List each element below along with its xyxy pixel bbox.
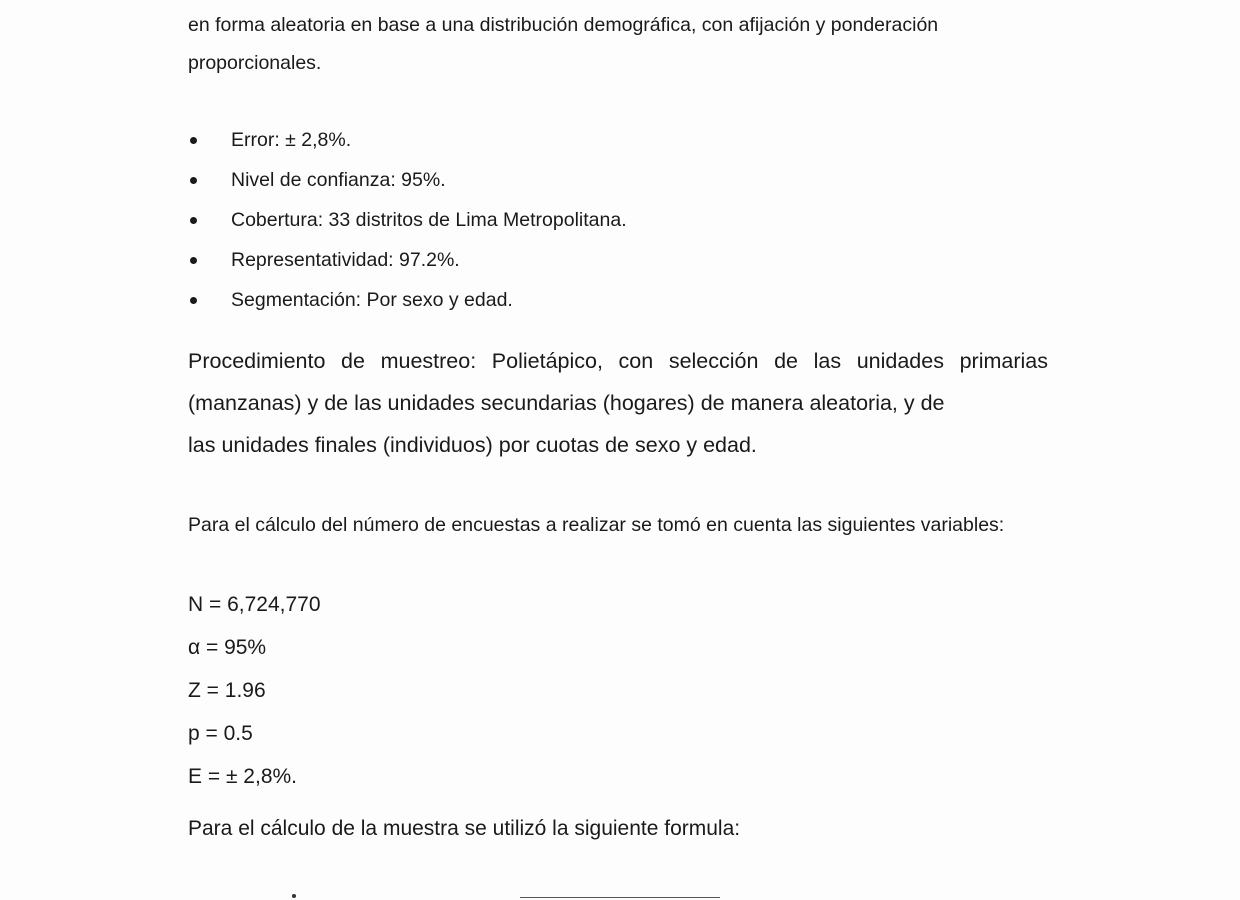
list-item [188, 120, 627, 160]
list-item-text: Cobertura: 33 distritos de Lima Metropolitana. [231, 209, 627, 231]
list-item [188, 240, 627, 280]
intro-paragraph: en forma aleatoria en base a una distribución demográfica, con afijación y ponderación proporcionales. [188, 14, 939, 74]
sampling-procedure-paragraph [188, 340, 1048, 466]
bullet-icon [190, 217, 197, 224]
sampling-procedure-text: Procedimiento de muestreo: Polietápico, con selección de las unidades primarias (manzanas) y de las unidades secundarias (hogares) de manera aleatoria, y de [188, 349, 1048, 415]
formula-fraction-line [520, 897, 720, 898]
variable-z: Z = 1.96 [188, 679, 266, 702]
sampling-procedure-last-line: las unidades finales (individuos) por cuotas de sexo y edad. [188, 433, 757, 457]
bullet-icon [190, 137, 197, 144]
list-item-text: Representatividad: 97.2%. [231, 249, 460, 271]
variable-population: N = 6,724,770 [188, 593, 321, 616]
variable-error: E = ± 2,8%. [188, 765, 297, 788]
bullet-icon [190, 257, 197, 264]
formula-intro-paragraph: Para el cálculo de la muestra se utilizó la siguiente formula: [188, 817, 741, 840]
list-item-text: Nivel de confianza: 95%. [231, 169, 446, 191]
bullet-icon [190, 177, 197, 184]
list-item [188, 280, 627, 320]
bullet-icon [190, 297, 197, 304]
variables-list [188, 583, 321, 798]
list-item-text: Error: ± 2,8%. [231, 129, 352, 151]
variable-alpha: α = 95% [188, 636, 267, 659]
variable-p: p = 0.5 [188, 722, 253, 745]
list-item [188, 200, 627, 240]
survey-specs-list [188, 120, 627, 320]
list-item [188, 160, 627, 200]
list-item-text: Segmentación: Por sexo y edad. [231, 289, 513, 311]
variables-intro-paragraph: Para el cálculo del número de encuestas a realizar se tomó en cuenta las siguientes variables: [188, 514, 1005, 536]
scan-speck [292, 894, 296, 898]
